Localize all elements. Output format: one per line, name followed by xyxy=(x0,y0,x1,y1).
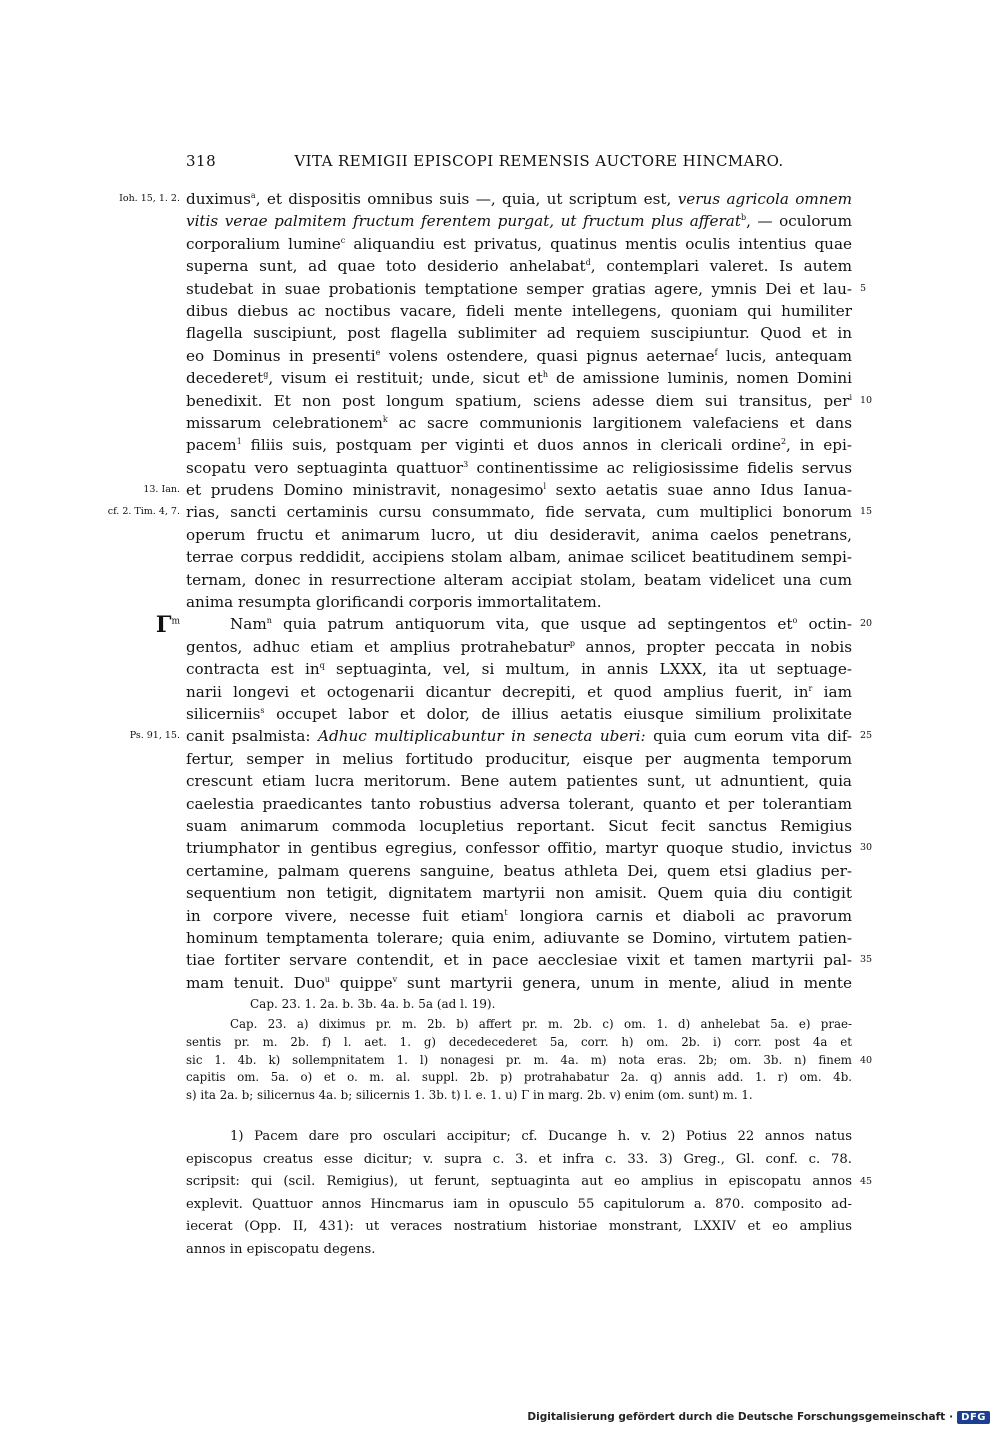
line-number: 35 xyxy=(860,954,873,966)
text-line: pacem$^1$ filiis suis, postquam per viginti et duos annos in clericali ordine$^2$, in epi- xyxy=(186,436,853,455)
text-line: flagella suscipiunt, post flagella sublimiter ad requiem suscipiuntur. Quod et in xyxy=(186,324,852,343)
footnote-line: annos in episcopatu degens. xyxy=(186,1241,376,1257)
text-line: vitis verae palmitem fructum ferentem purgat, ut fructum plus afferat$^b$, — oculorum xyxy=(186,212,852,231)
line-number: 10 xyxy=(860,394,873,406)
text-line: benedixit. Et non post longum spatium, sciens adesse diem sui transitus, per$^i$ 10 xyxy=(186,390,852,412)
footnotes xyxy=(186,1126,873,1262)
apparatus-line: capitis om. 5a. o) et o. m. al. suppl. 2b. p) protrahabatur 2a. q) annis add. 1. r) om. 4b. xyxy=(186,1070,852,1085)
text-line: narii longevi et octogenarii dicantur decrepiti, et quod amplius fuerit, $in^r$ iam xyxy=(186,682,852,701)
text-line: suam animarum commoda locupletius reportant. Sicut fecit sanctus Remigius xyxy=(186,816,852,835)
text-line: superna sunt, ad quae toto desiderio anhelabat$^d$, contemplari valeret. Is autem xyxy=(186,257,852,276)
text-line: studebat in suae probationis temptatione semper gratias agere, ymnis Dei et lau- 5 xyxy=(186,278,852,300)
funding-notice: Digitalisierung gefördert durch die Deutsche Forschungsgemeinschaft xyxy=(527,1411,946,1423)
margin-reference: Ps. 91, 15. xyxy=(129,730,180,742)
text-line: dibus diebus ac noctibus vacare, fideli mente intellegens, quoniam qui humiliter xyxy=(186,301,852,320)
text-line: fertur, semper in melius fortitudo producitur, eisque per augmenta temporum xyxy=(186,749,852,768)
text-line: cf. 2. Tim. 4, 7. rias, sancti certaminis cursu consummato, fide servata, cum multiplici bonorum 15 xyxy=(186,501,852,523)
line-number: 5 xyxy=(860,282,867,294)
text-line: decederet$^g$, visum ei restituit; unde, sicut $et^h$ de amissione luminis, nomen Domini xyxy=(186,369,852,388)
text-line: Ioh. 15, 1. 2. duximus$^a$, et dispositis omnibus suis —, quia, ut scriptum est, verus agricola omnem xyxy=(186,188,852,210)
text-line: operum fructu et animarum lucro, ut diu desideravit, anima caelos penetrans, xyxy=(186,525,852,544)
apparatus-sigla: Cap. 23. 1. 2a. b. 3b. 4a. b. 5a (ad l. 19). xyxy=(250,997,496,1011)
text-line: 13. Ian. et prudens Domino ministravit, nonagesimo$^l$ sexto aetatis suae anno Idus Ianua- xyxy=(186,479,852,501)
text-line: missarum celebrationem$^k$ ac sacre communionis largitionem valefaciens et dans xyxy=(186,413,852,432)
text-line: mam tenuit. Duo$^u$ quippe$^v$ sunt martyrii genera, unum in mente, aliud in mente xyxy=(186,973,852,992)
line-number: 30 xyxy=(860,842,873,854)
footnote-line: scripsit: qui (scil. Remigius), ut ferunt, septuaginta aut eo amplius in episcopatu annos 45 xyxy=(186,1171,852,1194)
text-line: scopatu vero septuaginta quattuor$^3$ continentissime ac religiosissime fidelis servus xyxy=(186,458,852,477)
text-line: tiae fortiter servare contendit, et in pace aecclesiae vixit et tamen martyrii pal- 35 xyxy=(186,949,852,971)
text-line: gentos, adhuc etiam et amplius protrahebatur$^p$ annos, propter peccata in nobis xyxy=(186,637,853,656)
text-line: terrae corpus reddidit, accipiens stolam albam, animae scilicet beatitudinem sempi- xyxy=(186,548,852,567)
text-line: caelestia praedicantes tanto robustius adversa tolerant, quanto et per tolerantiam xyxy=(186,794,852,813)
margin-siglum: $\Gamma^m$ xyxy=(155,612,180,639)
dfg-logo: DFG xyxy=(957,1411,990,1424)
text-line: certamine, palmam querens sanguine, beatus athleta Dei, quem etsi gladius per- xyxy=(186,861,852,880)
text-line: Ps. 91, 15. canit psalmista: Adhuc multiplicabuntur in senecta uberi: quia cum eorum vita dif- 25 xyxy=(186,725,852,747)
apparatus-line: Cap. 23. a) diximus pr. m. 2b. b) affert pr. m. 2b. c) om. 1. d) anhelebat 5a. e) prae- xyxy=(230,1017,852,1031)
footnote-line: explevit. Quattuor annos Hincmarus iam in opusculo 55 capitulorum a. 870. composito ad- xyxy=(186,1196,852,1212)
text-line: silicerniis$^s$ occupet labor et dolor, de illius aetatis eiusque similium prolixitate xyxy=(186,704,852,723)
text-line: triumphator in gentibus egregius, confessor offitio, martyr quoque studio, invictus 30 xyxy=(186,837,852,859)
footnote-line: episcopus creatus esse dicitur; v. supra c. 3. et infra c. 33. 3) Greg., Gl. conf. c. 78. xyxy=(186,1151,852,1167)
critical-apparatus xyxy=(186,1016,873,1105)
text-line: anima resumpta glorificandi corporis immortalitatem. xyxy=(186,593,602,612)
text-line: corporalium lumine$^c$ aliquandiu est privatus, quatinus mentis oculis intentius quae xyxy=(186,234,853,253)
separator-dot: · xyxy=(949,1411,954,1423)
apparatus-line: sentis pr. m. 2b. f) l. aet. 1. g) decedecederet 5a, corr. h) om. 2b. i) corr. post 4a et xyxy=(186,1034,852,1049)
text-line: $\Gamma^m$ Nam$^n$ quia patrum antiquorum vita, que usque ad septingentos $et^o$ octin- 20 xyxy=(155,612,873,639)
margin-reference: Ioh. 15, 1. 2. xyxy=(119,193,180,204)
line-number: 25 xyxy=(860,730,873,742)
text-line: eo Dominus in presenti$^e$ volens ostendere, quasi pignus aeternae$^f$ lucis, antequam xyxy=(186,346,852,365)
footnote-line: 1) Pacem dare pro osculari accipitur; cf. Ducange h. v. 2) Potius 22 annos natus xyxy=(230,1129,852,1144)
footnote-line: iecerat (Opp. II, 431): ut veraces nostratium historiae monstrant, LXXIV et eo amplius xyxy=(186,1219,852,1235)
line-number: 40 xyxy=(860,1054,873,1066)
line-number: 20 xyxy=(860,618,873,630)
apparatus-line: s) ita 2a. b; silicernus 4a. b; silicernis 1. 3b. t) l. e. 1. u) Γ in marg. 2b. v) enim (om. sunt) m. 1. xyxy=(186,1088,753,1103)
line-number: 45 xyxy=(860,1176,873,1188)
text-line: sequentium non tetigit, dignitatem martyrii non amisit. Quem quia diu contigit xyxy=(186,884,852,903)
page-number: 318 xyxy=(186,152,217,170)
text-line: contracta est $in^q$ septuaginta, vel, si multum, in annis LXXX, ita ut septuage- xyxy=(186,660,852,679)
line-number: 15 xyxy=(860,506,873,518)
text-line: hominum temptamenta tolerare; quia enim, adiuvante se Domino, virtutem patien- xyxy=(186,928,852,947)
main-text xyxy=(107,188,873,994)
apparatus-line: sic 1. 4b. k) sollempnitatem 1. l) nonagesi pr. m. 4a. m) nota eras. 2b; om. 3b. n) finem 40 xyxy=(186,1052,852,1070)
running-header xyxy=(186,152,852,174)
margin-reference: cf. 2. Tim. 4, 7. xyxy=(107,506,180,518)
digitization-footer xyxy=(527,1409,990,1425)
margin-date: 13. Ian. xyxy=(143,484,180,496)
text-line: crescunt etiam lucra meritorum. Bene autem patientes sunt, ut adnuntient, quia xyxy=(186,772,852,791)
text-line: in corpore vivere, necesse fuit etiam$^t$ longiora carnis et diaboli ac pravorum xyxy=(186,906,852,925)
text-line: ternam, donec in resurrectione alteram accipiat stolam, beatam videlicet una cum xyxy=(186,570,852,589)
running-title: VITA REMIGII EPISCOPI REMENSIS AUCTORE HINCMARO. xyxy=(294,152,784,170)
